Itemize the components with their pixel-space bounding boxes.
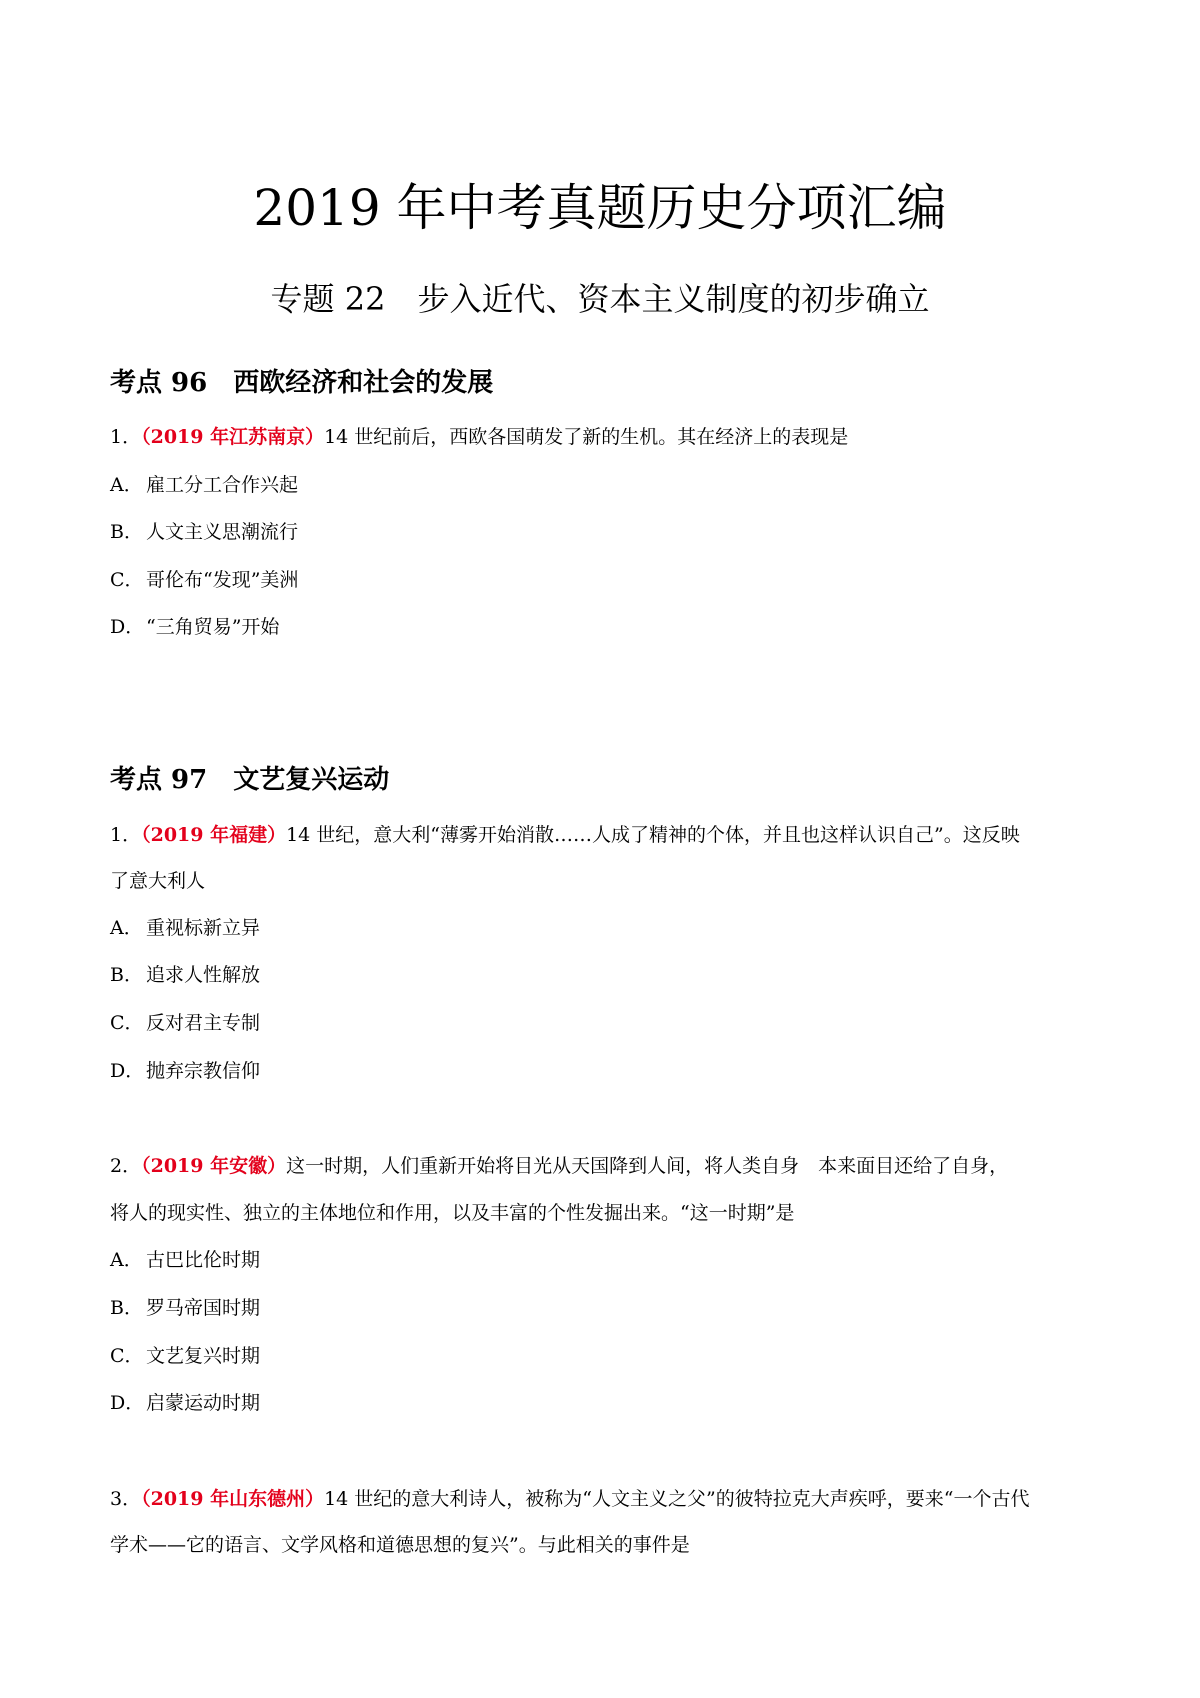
option-text: 文艺复兴时期 — [146, 1345, 261, 1367]
question-stem — [110, 821, 1100, 849]
answer-option — [110, 1294, 1100, 1322]
option-letter: D． — [110, 1392, 145, 1414]
question-source-tag: （2019 年山东德州） — [141, 1488, 325, 1510]
option-letter: C． — [110, 1345, 144, 1367]
answer-option — [110, 1009, 1100, 1037]
option-letter: B． — [110, 521, 143, 543]
answer-option — [110, 1246, 1100, 1274]
option-text: 抛弃宗教信仰 — [146, 1060, 261, 1082]
option-text: 启蒙运动时期 — [146, 1392, 261, 1414]
question-number: 3． — [110, 1488, 142, 1510]
option-letter: C． — [110, 569, 144, 591]
answer-option — [110, 961, 1100, 989]
option-text: 反对君主专制 — [146, 1012, 261, 1034]
answer-option — [110, 1389, 1100, 1417]
question-stem-continuation: 将人的现实性、独立的主体地位和作用，以及丰富的个性发掘出来。“这一时期”是 — [110, 1202, 795, 1224]
question-stem — [110, 1152, 1100, 1180]
question-number: 1． — [110, 824, 142, 846]
answer-option — [110, 1057, 1100, 1085]
option-letter: C． — [110, 1012, 144, 1034]
question-stem-text: 14 世纪的意大利诗人，被称为“人文主义之父”的彼特拉克大声疾呼，要来“一个古代 — [324, 1488, 1030, 1510]
option-text: 哥伦布“发现”美洲 — [146, 569, 299, 591]
page-title: 2019 年中考真题历史分项汇编 — [253, 179, 947, 237]
answer-option — [110, 471, 1100, 499]
page-subtitle: 专题 22 步入近代、资本主义制度的初步确立 — [270, 280, 930, 318]
option-text: 追求人性解放 — [146, 964, 261, 986]
option-text: 雇工分工合作兴起 — [146, 474, 299, 496]
option-letter: D． — [110, 1060, 145, 1082]
option-letter: B． — [110, 1297, 143, 1319]
option-letter: B． — [110, 964, 143, 986]
question-source-tag: （2019 年福建） — [141, 824, 287, 846]
answer-option — [110, 613, 1100, 641]
option-letter: A． — [110, 474, 143, 496]
option-text: 罗马帝国时期 — [146, 1297, 261, 1319]
answer-option — [110, 566, 1100, 594]
option-text: 重视标新立异 — [146, 917, 261, 939]
question-stem-continuation: 了意大利人 — [110, 870, 206, 892]
question-source-tag: （2019 年安徽） — [141, 1155, 287, 1177]
question-number: 1． — [110, 426, 142, 448]
option-letter: A． — [110, 1249, 143, 1271]
question-stem-text: 这一时期，人们重新开始将目光从天国降到人间，将人类自身 本来面目还给了自身， — [286, 1155, 1009, 1177]
question-stem-continuation: 学术——它的语言、文学风格和道德思想的复兴”。与此相关的事件是 — [110, 1534, 690, 1556]
section-heading: 考点 97 文艺复兴运动 — [110, 765, 390, 795]
answer-option — [110, 518, 1100, 546]
section-heading: 考点 96 西欧经济和社会的发展 — [110, 368, 494, 398]
answer-option — [110, 914, 1100, 942]
option-text: “三角贸易”开始 — [146, 616, 280, 638]
answer-option — [110, 1342, 1100, 1370]
question-stem-text: 14 世纪前后，西欧各国萌发了新的生机。其在经济上的表现是 — [324, 426, 849, 448]
option-letter: D． — [110, 616, 145, 638]
option-text: 古巴比伦时期 — [146, 1249, 261, 1271]
question-stem — [110, 423, 1100, 451]
option-letter: A． — [110, 917, 143, 939]
question-stem-text: 14 世纪，意大利“薄雾开始消散……人成了精神的个体，并且也这样认识自己”。这反映 — [286, 824, 1020, 846]
question-source-tag: （2019 年江苏南京） — [141, 426, 325, 448]
question-stem — [110, 1485, 1100, 1513]
option-text: 人文主义思潮流行 — [146, 521, 299, 543]
question-number: 2． — [110, 1155, 142, 1177]
